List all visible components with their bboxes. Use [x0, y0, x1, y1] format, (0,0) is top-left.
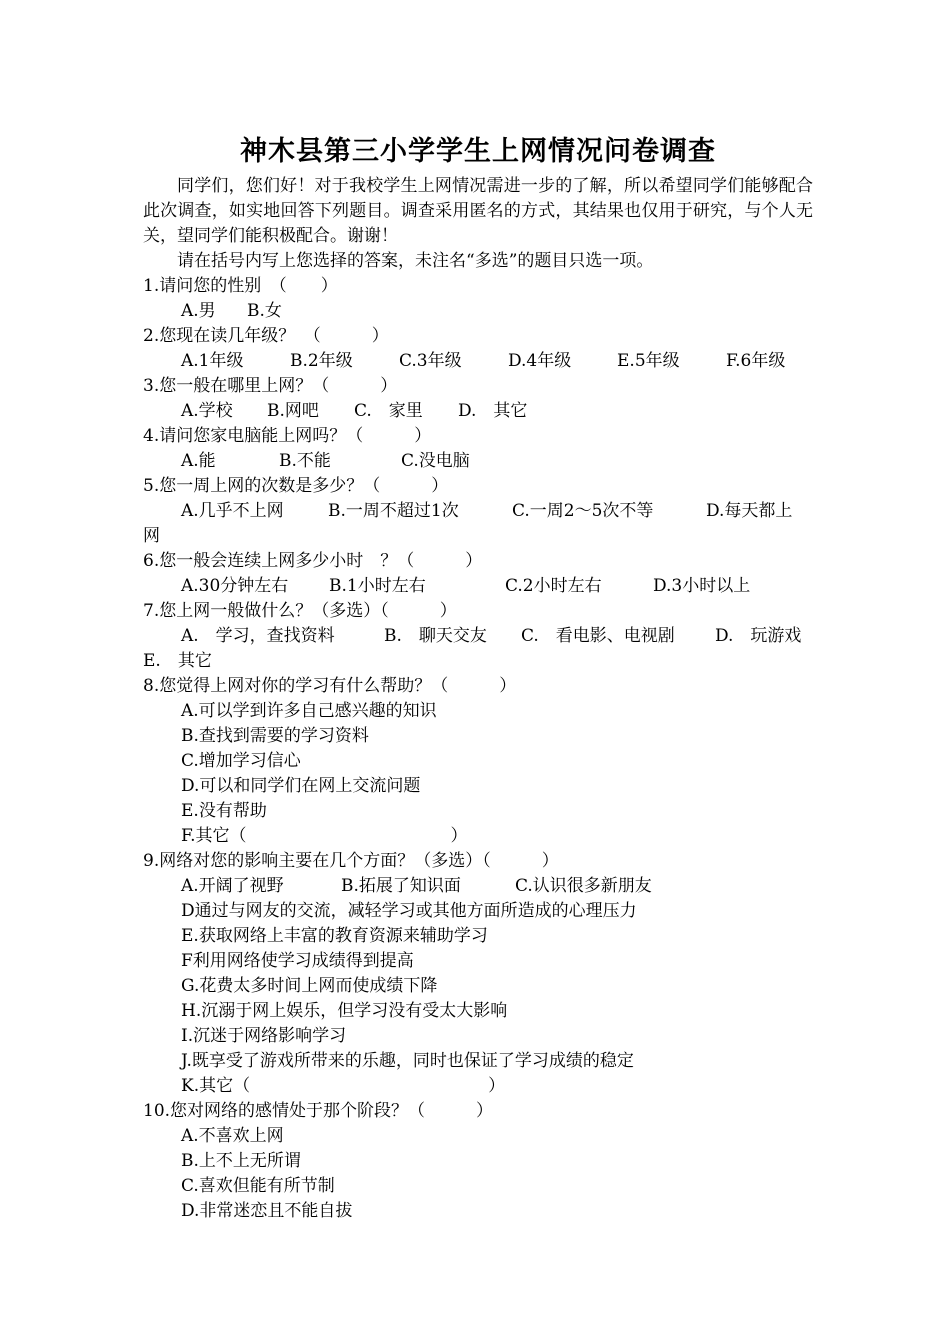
option: D.非常迷恋且不能自拔	[181, 1201, 353, 1221]
option: F.6年级	[726, 351, 786, 371]
question-7: 7.您上网一般做什么？（多选）（ ）	[143, 601, 457, 621]
option: A.学校	[181, 401, 233, 421]
question-5: 5.您一周上网的次数是多少？（ ）	[143, 476, 449, 496]
option: C.3年级	[399, 351, 462, 371]
option: C.增加学习信心	[181, 751, 301, 771]
option: B.查找到需要的学习资料	[181, 726, 369, 746]
option: D.每天都上	[706, 501, 793, 521]
option: B.2年级	[290, 351, 353, 371]
option: B.上不上无所谓	[181, 1151, 301, 1171]
question-10: 10.您对网络的感情处于那个阶段？（ ）	[143, 1101, 494, 1121]
question-3-options	[143, 399, 813, 424]
option: B.女	[247, 301, 282, 321]
page-title: 神木县第三小学学生上网情况问卷调查	[240, 136, 716, 167]
option: A.30分钟左右	[181, 576, 289, 596]
option: A. 学习，查找资料	[181, 626, 335, 646]
option: A.男	[181, 301, 216, 321]
option: B.不能	[279, 451, 331, 471]
question-1-options	[143, 299, 813, 324]
option: K.其它（ ）	[181, 1076, 506, 1096]
option: E.获取网络上丰富的教育资源来辅助学习	[181, 926, 488, 946]
question-6: 6.您一般会连续上网多少小时 ？（ ）	[143, 551, 483, 571]
option: E.5年级	[617, 351, 680, 371]
question-5-options	[143, 499, 813, 524]
option: A.开阔了视野	[181, 876, 284, 896]
question-4-options	[143, 449, 813, 474]
instruction-paragraph: 请在括号内写上您选择的答案，未注名“多选”的题目只选一项。	[177, 251, 654, 271]
option: A.能	[181, 451, 216, 471]
question-5-option-continuation: 网	[143, 526, 160, 546]
question-1: 1.请问您的性别 （ ）	[143, 276, 338, 296]
question-2: 2.您现在读几年级？ （ ）	[143, 326, 389, 346]
question-8: 8.您觉得上网对你的学习有什么帮助？（ ）	[143, 676, 517, 696]
option: B.网吧	[267, 401, 319, 421]
option: A.可以学到许多自己感兴趣的知识	[181, 701, 437, 721]
option: B.1小时左右	[329, 576, 426, 596]
option: D.可以和同学们在网上交流问题	[181, 776, 421, 796]
question-3: 3.您一般在哪里上网？（ ）	[143, 376, 398, 396]
option: C. 看电影、电视剧	[521, 626, 675, 646]
question-7-options	[143, 624, 813, 649]
option: C.喜欢但能有所节制	[181, 1176, 335, 1196]
option: D.4年级	[508, 351, 572, 371]
option: H.沉溺于网上娱乐，但学习没有受太大影响	[181, 1001, 508, 1021]
option: F.其它（ ）	[181, 826, 468, 846]
option: C.一周2～5次不等	[512, 501, 654, 521]
option: D通过与网友的交流，减轻学习或其他方面所造成的心理压力	[181, 901, 637, 921]
option: B.拓展了知识面	[341, 876, 461, 896]
option: C.认识很多新朋友	[515, 876, 652, 896]
option: B.一周不超过1次	[328, 501, 459, 521]
option: J.既享受了游戏所带来的乐趣，同时也保证了学习成绩的稳定	[181, 1051, 634, 1071]
option: F利用网络使学习成绩得到提高	[181, 951, 414, 971]
option: C. 家里	[354, 401, 423, 421]
question-6-options	[143, 574, 813, 599]
question-9-options-row	[143, 874, 813, 899]
option: A.几乎不上网	[181, 501, 284, 521]
option: I.沉迷于网络影响学习	[181, 1026, 347, 1046]
option: D.3小时以上	[653, 576, 751, 596]
option: C.2小时左右	[505, 576, 602, 596]
option: D. 其它	[458, 401, 528, 421]
option: C.没电脑	[401, 451, 470, 471]
question-7-option-e: E. 其它	[143, 651, 212, 671]
intro-paragraph: 同学们，您们好！对于我校学生上网情况需进一步的了解，所以希望同学们能够配合此次调查，如实地回答下列题目。调查采用匿名的方式，其结果也仅用于研究，与个人无关，望同学们能积极配合。谢谢！	[143, 176, 813, 246]
questionnaire-page	[143, 130, 813, 1224]
option: A.1年级	[181, 351, 244, 371]
question-9: 9.网络对您的影响主要在几个方面？（多选）（ ）	[143, 851, 559, 871]
option: A.不喜欢上网	[181, 1126, 284, 1146]
option: E.没有帮助	[181, 801, 267, 821]
question-2-options	[143, 349, 813, 374]
option: B. 聊天交友	[384, 626, 487, 646]
question-4: 4.请问您家电脑能上网吗？（ ）	[143, 426, 432, 446]
option: G.花费太多时间上网而使成绩下降	[181, 976, 438, 996]
option: D. 玩游戏	[715, 626, 802, 646]
